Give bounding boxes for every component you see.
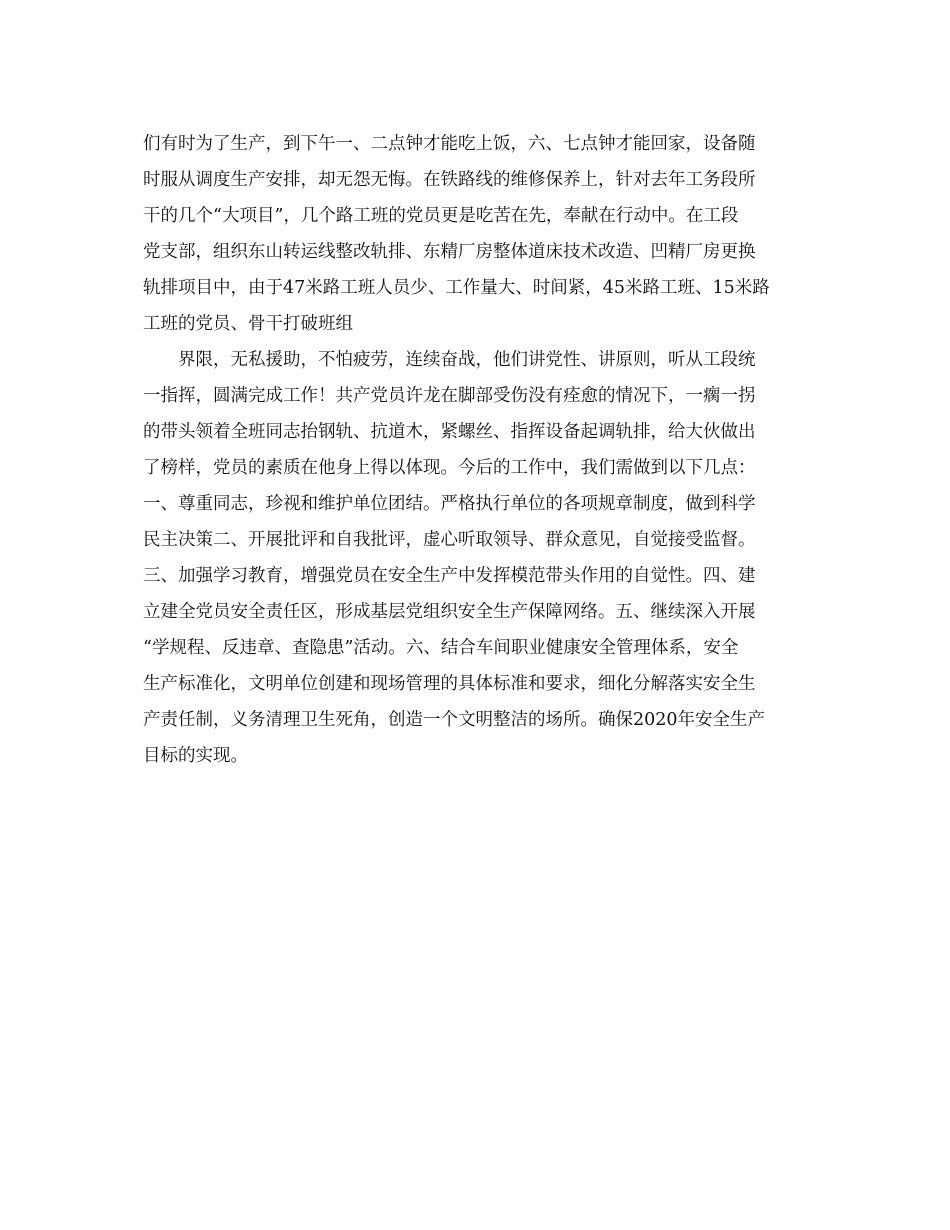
text-line: 干的几个“大项目”，几个路工班的党员更是吃苦在先，奉献在行动中。在工段 <box>143 206 739 226</box>
paragraph-2 <box>143 342 813 774</box>
text-line: 党支部，组织东山转运线整改轨排、东精厂房整体道床技术改造、凹精厂房更换 <box>143 242 756 262</box>
text-line: “学规程、反违章、查隐患”活动。六、结合车间职业健康安全管理体系，安全 <box>143 638 739 658</box>
text-line: 三、加强学习教育，增强党员在安全生产中发挥模范带头作用的自觉性。四、建 <box>143 566 756 586</box>
text-line: 立建全党员安全责任区，形成基层党组织安全生产保障网络。五、继续深入开展 <box>143 602 756 622</box>
text-line: 一、尊重同志，珍视和维护单位团结。严格执行单位的各项规章制度，做到科学 <box>143 494 756 514</box>
text-line: 轨排项目中，由于47米路工班人员少、工作量大、时间紧，45米路工班、15米路 <box>143 278 770 298</box>
text-line: 生产标准化，文明单位创建和现场管理的具体标准和要求，细化分解落实安全生 <box>143 674 756 694</box>
text-line: 界限，无私援助，不怕疲劳，连续奋战，他们讲党性、讲原则，听从工段统 <box>178 350 756 370</box>
text-line: 目标的实现。 <box>143 746 248 766</box>
paragraph-1 <box>143 126 813 342</box>
text-line: 的带头领着全班同志抬钢轨、抗道木，紧螺丝、指挥设备起调轨排，给大伙做出 <box>143 422 756 442</box>
text-line: 产责任制，义务清理卫生死角，创造一个文明整洁的场所。确保2020年安全生产 <box>143 710 766 730</box>
text-line: 民主决策二、开展批评和自我批评，虚心听取领导、群众意见，自觉接受监督。 <box>143 530 756 550</box>
text-line: 们有时为了生产，到下午一、二点钟才能吃上饭，六、七点钟才能回家，设备随 <box>143 134 756 154</box>
text-line: 一指挥，圆满完成工作！共产党员许龙在脚部受伤没有痊愈的情况下，一瘸一拐 <box>143 386 756 406</box>
text-line: 时服从调度生产安排，却无怨无悔。在铁路线的维修保养上，针对去年工务段所 <box>143 170 756 190</box>
text-line: 工班的党员、骨干打破班组 <box>143 314 353 334</box>
text-line: 了榜样，党员的素质在他身上得以体现。今后的工作中，我们需做到以下几点： <box>143 458 756 478</box>
document-body <box>143 126 813 774</box>
